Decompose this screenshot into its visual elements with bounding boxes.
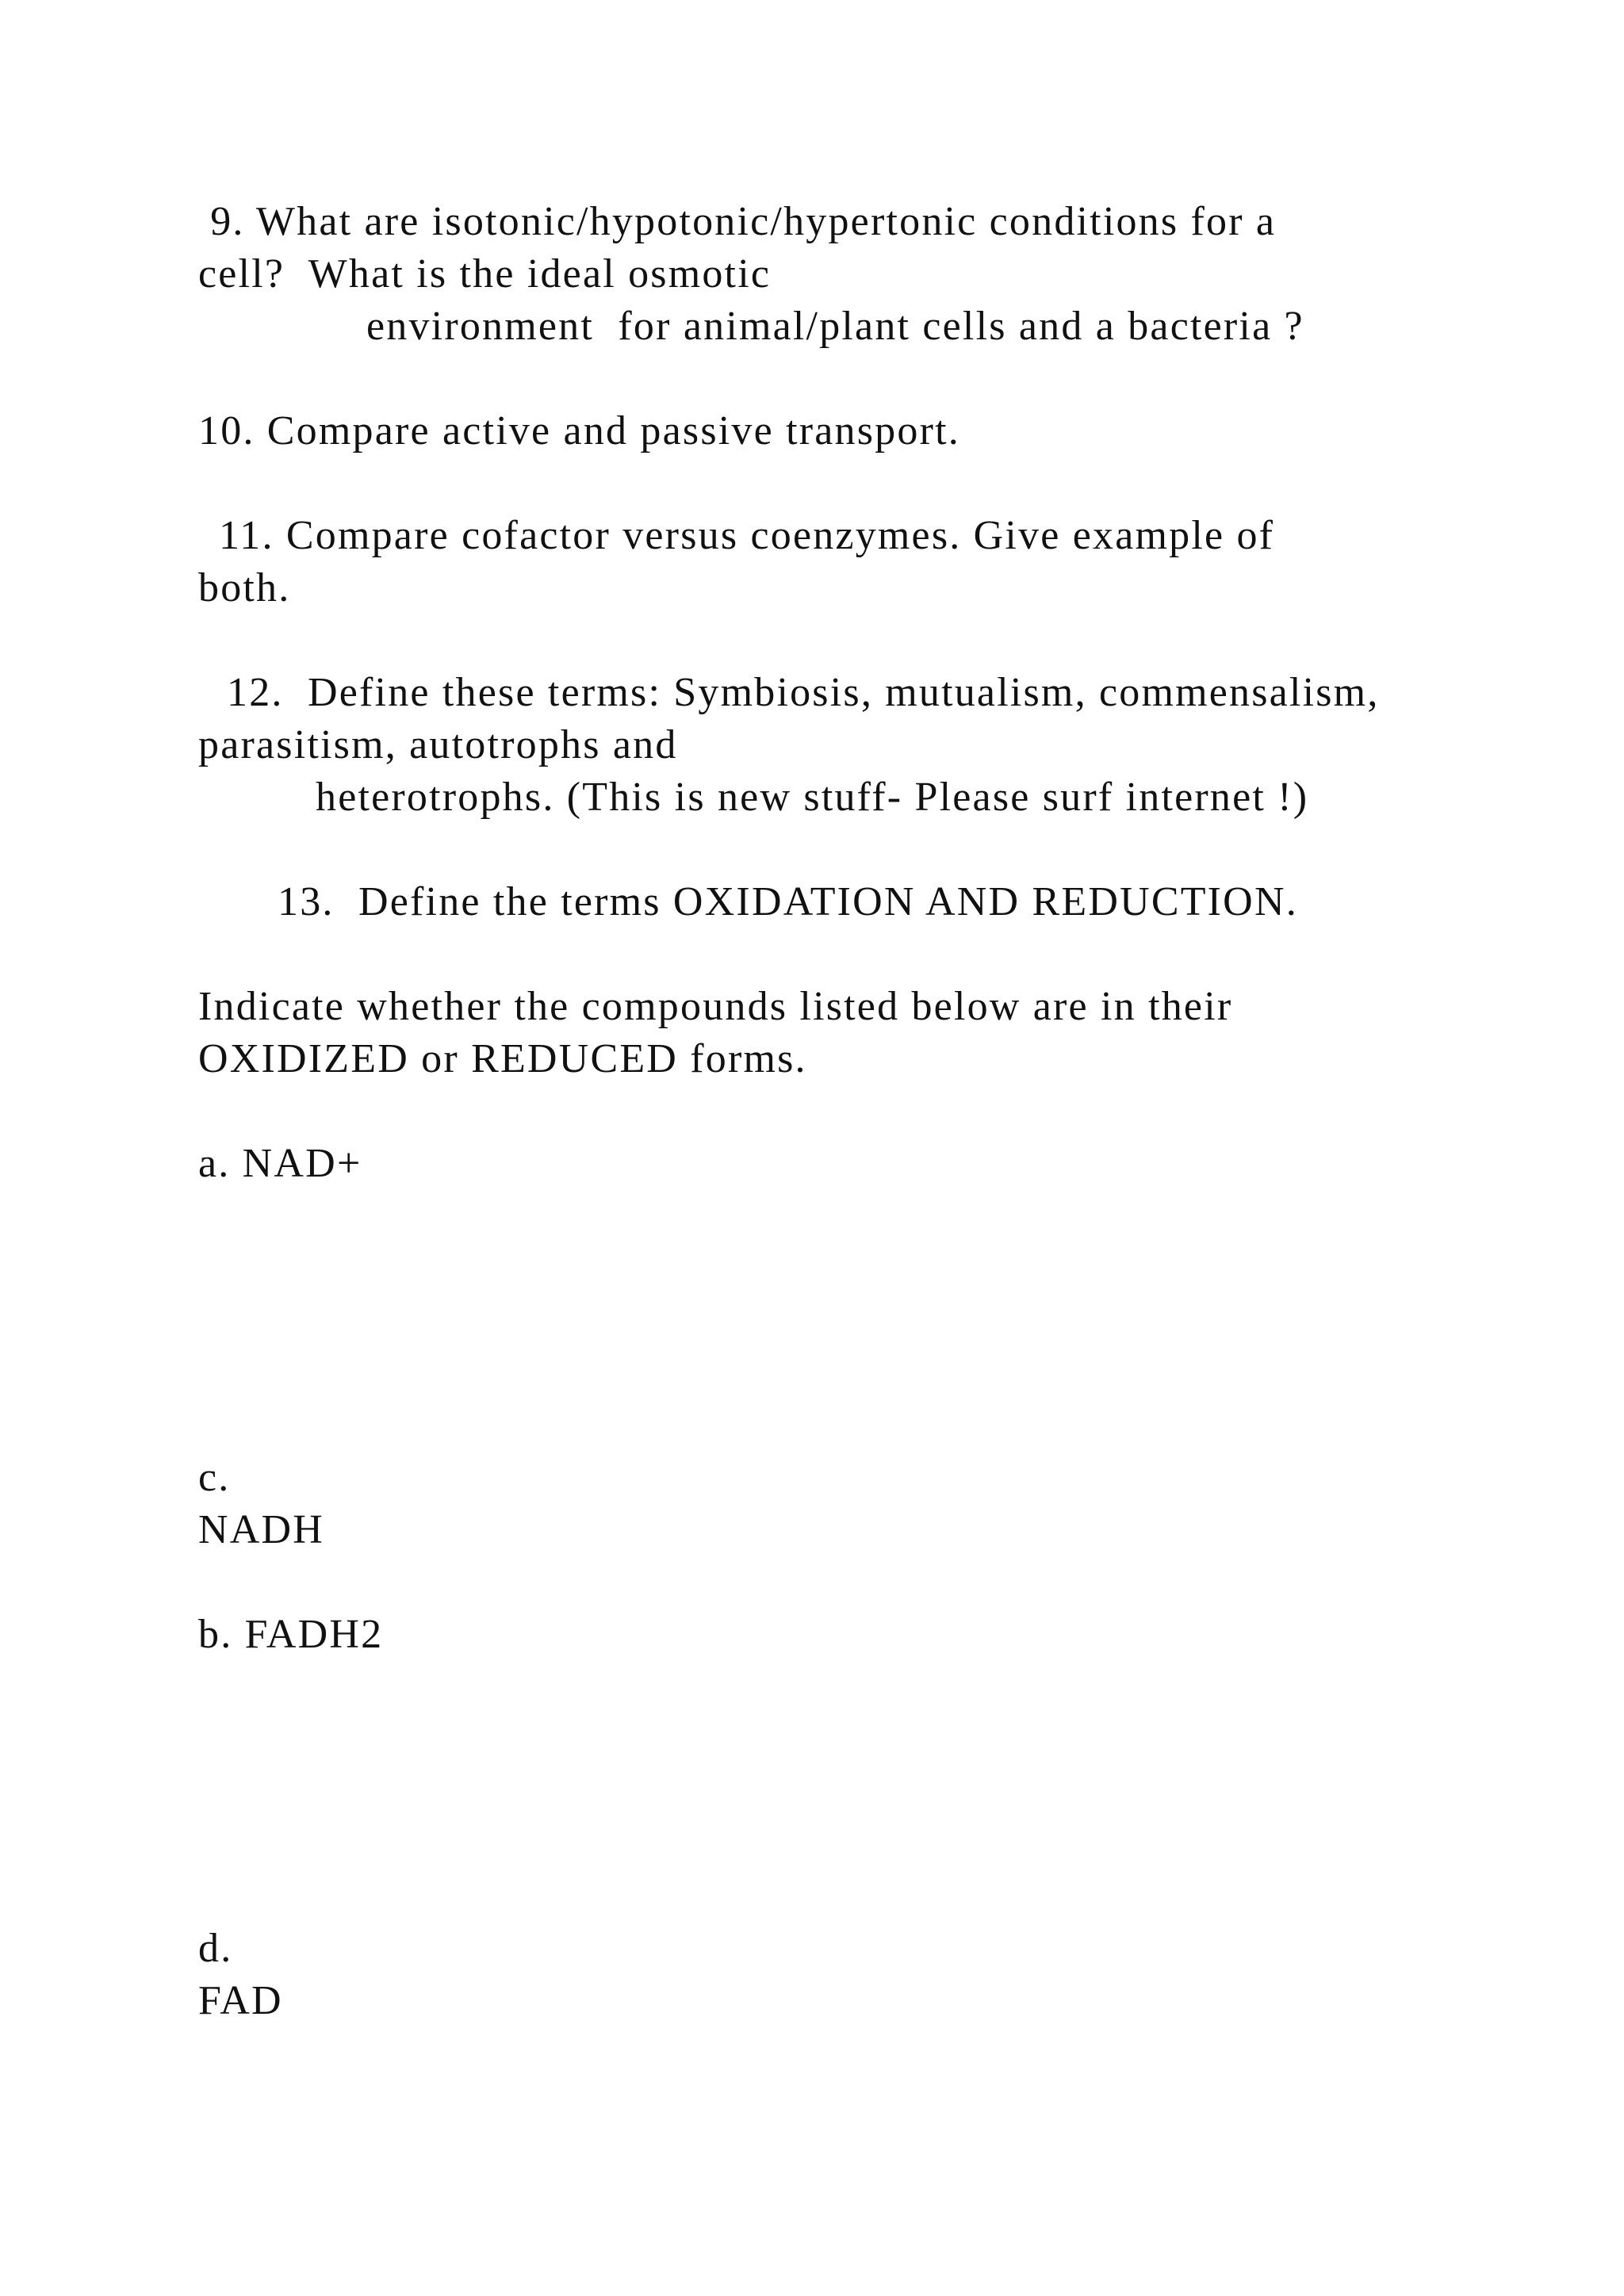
question-10-line-1: 10. Compare active and passive transport.	[198, 408, 960, 453]
instruction-line-2: OXIDIZED or REDUCED forms.	[198, 1036, 807, 1081]
item-a: a. NAD+	[198, 1141, 362, 1186]
item-c-label: c.	[198, 1455, 231, 1500]
item-d-value: FAD	[198, 1978, 283, 2023]
question-9-line-3: environment for animal/plant cells and a bacteria ?	[366, 304, 1304, 349]
question-12-line-3: heterotrophs. (This is new stuff- Please surf internet !)	[316, 775, 1309, 820]
question-13-line-1: 13. Define the terms OXIDATION AND REDUCTION.	[278, 879, 1298, 924]
question-9-line-2: cell? What is the ideal osmotic	[198, 251, 772, 297]
item-c-value: NADH	[198, 1507, 325, 1552]
question-9-line-1: 9. What are isotonic/hypotonic/hypertonic conditions for a	[198, 199, 1277, 244]
question-12-line-2: parasitism, autotrophs and	[198, 722, 678, 767]
question-11-line-2: both.	[198, 565, 291, 610]
question-11-line-1: 11. Compare cofactor versus coenzymes. Give example of	[219, 513, 1275, 558]
question-12-line-1: 12. Define these terms: Symbiosis, mutualism, commensalism,	[227, 670, 1380, 715]
item-d-label: d.	[198, 1926, 233, 1971]
item-b: b. FADH2	[198, 1612, 384, 1657]
instruction-line-1: Indicate whether the compounds listed below are in their	[198, 984, 1233, 1029]
